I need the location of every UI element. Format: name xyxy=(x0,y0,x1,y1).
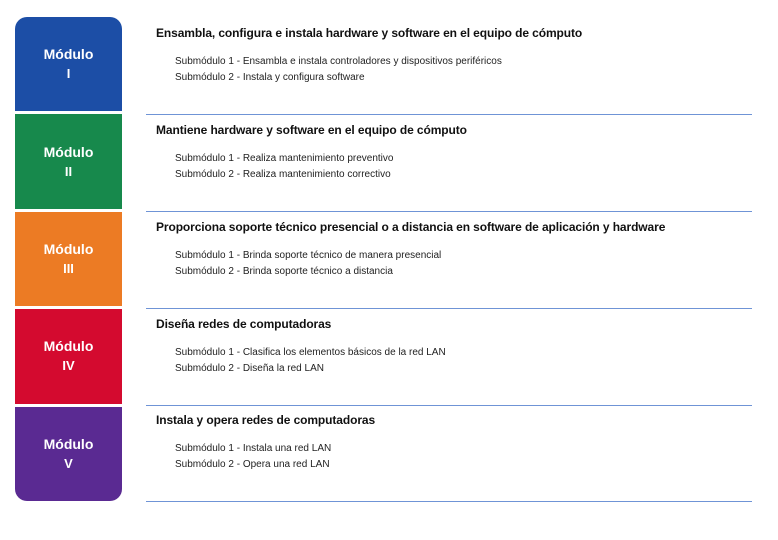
module-2-box xyxy=(15,114,122,211)
module-1-numeral: I xyxy=(66,66,71,82)
submodule-item: Submódulo 2 - Brinda soporte técnico a distancia xyxy=(175,266,393,277)
submodule-item: Submódulo 2 - Opera una red LAN xyxy=(175,459,330,470)
module-2-title: Mantiene hardware y software en el equipo de cómputo xyxy=(156,123,467,137)
module-4-submodule-list xyxy=(175,345,446,377)
submodule-item: Submódulo 1 - Realiza mantenimiento preventivo xyxy=(175,153,394,164)
module-3-title: Proporciona soporte técnico presencial o a distancia en software de aplicación y hardware xyxy=(156,220,666,234)
module-3-label: Módulo xyxy=(43,241,94,258)
module-4-section xyxy=(146,309,752,406)
module-1-section xyxy=(146,18,752,115)
submodule-item: Submódulo 1 - Brinda soporte técnico de manera presencial xyxy=(175,250,442,261)
module-2-numeral: II xyxy=(64,163,73,179)
submodule-item: Submódulo 2 - Realiza mantenimiento correctivo xyxy=(175,169,391,180)
module-5-title: Instala y opera redes de computadoras xyxy=(156,413,376,427)
module-5-submodule-list xyxy=(175,441,331,473)
module-3-submodule-list xyxy=(175,248,441,280)
module-stack xyxy=(15,17,122,501)
module-1-label: Módulo xyxy=(43,46,94,63)
module-3-box xyxy=(15,212,122,309)
module-1-submodule-list xyxy=(175,54,502,86)
submodule-item: Submódulo 2 - Diseña la red LAN xyxy=(175,363,324,374)
submodule-item: Submódulo 2 - Instala y configura software xyxy=(175,72,365,83)
module-4-numeral: IV xyxy=(62,358,75,374)
module-3-numeral: III xyxy=(63,261,74,277)
submodule-item: Submódulo 1 - Clasifica los elementos básicos de la red LAN xyxy=(175,347,446,358)
module-3-section xyxy=(146,212,752,309)
module-2-label: Módulo xyxy=(43,143,94,160)
submodule-item: Submódulo 1 - Instala una red LAN xyxy=(175,443,332,454)
submodule-item: Submódulo 1 - Ensambla e instala controladores y dispositivos periféricos xyxy=(175,56,502,67)
module-5-numeral: V xyxy=(64,455,73,471)
module-1-title: Ensambla, configura e instala hardware y software en el equipo de cómputo xyxy=(156,26,583,40)
module-5-box xyxy=(15,407,122,501)
module-4-label: Módulo xyxy=(43,338,94,355)
module-5-section xyxy=(146,405,752,502)
module-5-label: Módulo xyxy=(43,435,94,452)
module-4-box xyxy=(15,309,122,406)
module-2-section xyxy=(146,115,752,212)
module-2-submodule-list xyxy=(175,151,393,183)
module-4-title: Diseña redes de computadoras xyxy=(156,317,332,331)
module-1-box xyxy=(15,17,122,114)
